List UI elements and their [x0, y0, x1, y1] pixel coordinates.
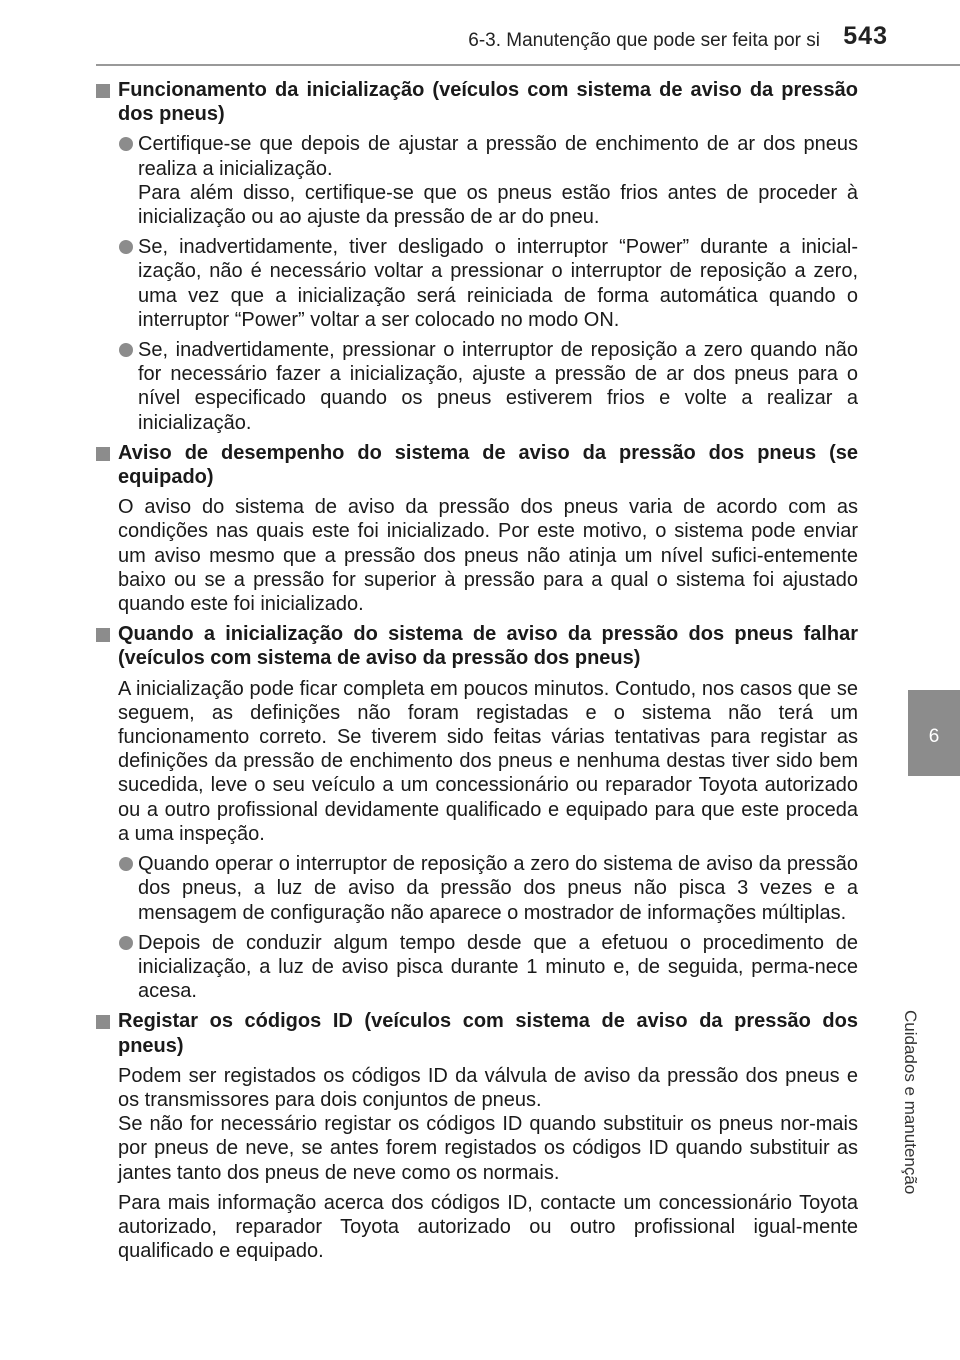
section-title: 6-3. Manutenção que pode ser feita por si [468, 30, 820, 51]
bullet-text: Depois de conduzir algum tempo desde que a efetuou o procedimento de inicialização, a luz de aviso pisca durante 1 minuto e, de seguida, perma-nece acesa. [138, 931, 858, 1003]
bullet-text: Se, inadvertidamente, tiver desligado o interruptor “Power” durante a inicial-ização, não é necessário voltar a pressionar o interruptor de reposição a zero, uma vez que a inicialização será reiniciada de forma automática quando o interruptor “Power” voltar a ser colocado no modo ON. [138, 236, 858, 331]
round-bullet-icon [119, 936, 133, 950]
round-bullet-icon [119, 240, 133, 254]
square-bullet-icon [96, 447, 110, 461]
bullet-item [96, 931, 858, 1004]
round-bullet-icon [119, 857, 133, 871]
heading-text: Quando a inicialização do sistema de aviso da pressão dos pneus falhar (veículos com sistema de aviso da pressão dos pneus) [118, 623, 858, 670]
section-initialization-failure [96, 622, 858, 1003]
section-paragraph [96, 1064, 858, 1185]
square-bullet-icon [96, 628, 110, 642]
bullet-item [96, 338, 858, 435]
section-paragraph: Para mais informação acerca dos códigos ID, contacte um concessionário Toyota autorizado, reparador Toyota autorizado ou outro profissional igual-mente qualificado e equipado. [118, 1191, 858, 1263]
page-header [0, 0, 960, 66]
page-content [96, 78, 858, 1269]
header-divider [96, 64, 960, 66]
paragraph-line: Se não for necessário registar os códigos ID quando substituir os pneus nor-mais por pneus de neve, se antes forem registados os códigos ID quando substituir as jantes tanto dos pneus de neve como os normais. [118, 1113, 858, 1184]
section-performance-warning [96, 441, 858, 616]
bullet-item [96, 132, 858, 229]
square-bullet-icon [96, 1015, 110, 1029]
paragraph-line: Podem ser registados os códigos ID da válvula de aviso da pressão dos pneus e os transmissores para dois conjuntos de pneus. [118, 1064, 858, 1111]
bullet-item [96, 235, 858, 332]
bullet-text-continued: Para além disso, certifique-se que os pneus estão frios antes de proceder à inicialização ou ao ajuste da pressão de ar do pneu. [138, 181, 858, 229]
chapter-number: 6 [928, 726, 940, 747]
section-paragraph: O aviso do sistema de aviso da pressão dos pneus varia de acordo com as condições nas quais este foi inicializado. Por este motivo, o sistema pode enviar um aviso mesmo que a pressão dos pneus não atinja um nível sufici-entemente baixo ou se a pressão for superior à pressão para a qual o sistema foi ajustado quando este foi inicializado. [118, 496, 858, 616]
chapter-tab [908, 690, 960, 776]
section-initialization-operation [96, 78, 858, 435]
bullet-text: Se, inadvertidamente, pressionar o interruptor de reposição a zero quando não for necessário fazer a inicialização, ajuste a pressão de ar dos pneus para o nível especificado quando os pneus estiverem frios e volte a realizar a inicialização. [138, 339, 858, 434]
round-bullet-icon [119, 137, 133, 151]
chapter-label: Cuidados e manutenção [901, 1010, 920, 1195]
section-register-id-codes [96, 1009, 858, 1263]
section-paragraph: A inicialização pode ficar completa em poucos minutos. Contudo, nos casos que se seguem, as definições não foram registadas e o sistema não terá um funcionamento correto. Se tiverem sido feitas várias tentativas para registar as definições da pressão de enchimento dos pneus e nenhuma destas tiver sido bem sucedida, leve o seu veículo a um concessionário ou reparador Toyota autorizado ou a outro profissional devidamente qualificado e equipado para que este proceda a uma inspeção. [118, 677, 858, 845]
bullet-text: Quando operar o interruptor de reposição a zero do sistema de aviso da pressão dos pneus, a luz de aviso da pressão dos pneus não pisca 3 vezes e a mensagem de configuração não aparece o mostrador de informações múltiplas. [138, 853, 858, 924]
section-heading [96, 441, 858, 489]
section-heading [96, 622, 858, 670]
square-bullet-icon [96, 84, 110, 98]
heading-text: Aviso de desempenho do sistema de aviso da pressão dos pneus (se equipado) [118, 441, 858, 489]
bullet-text: Certifique-se que depois de ajustar a pressão de enchimento de ar dos pneus realiza a inicialização. [138, 133, 858, 180]
page-number: 543 [843, 22, 888, 50]
section-heading [96, 78, 858, 126]
round-bullet-icon [119, 343, 133, 357]
section-heading [96, 1009, 858, 1057]
heading-text: Funcionamento da inicialização (veículos com sistema de aviso da pressão dos pneus) [118, 79, 858, 126]
bullet-item [96, 852, 858, 925]
heading-text: Registar os códigos ID (veículos com sistema de aviso da pressão dos pneus) [118, 1010, 858, 1057]
